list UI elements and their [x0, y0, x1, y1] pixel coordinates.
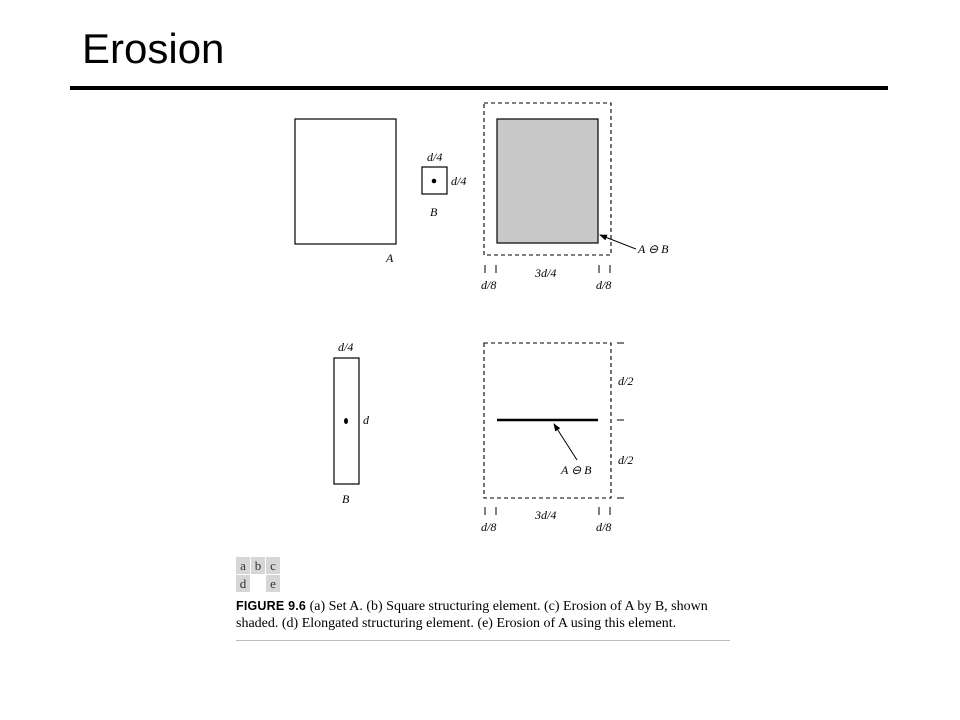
c-eroded-region: [497, 119, 598, 243]
e-left-margin-label: d/8: [481, 520, 497, 534]
panel-letter: b: [251, 557, 265, 574]
figure-caption-label: FIGURE 9.6: [236, 599, 307, 613]
b-origin-dot: [432, 179, 437, 184]
d-name-label: B: [342, 492, 350, 506]
d-origin-dot: [344, 418, 348, 424]
set-a-rect: [295, 119, 396, 244]
c-result-label: A ⊖ B: [638, 242, 669, 256]
e-mid-width-label: 3d/4: [535, 508, 557, 522]
e-lower-half-label: d/2: [618, 453, 634, 467]
panel-letter: d: [236, 575, 250, 592]
b-name-label: B: [430, 205, 438, 219]
e-result-label: A ⊖ B: [561, 463, 592, 477]
e-upper-half-label: d/2: [618, 374, 634, 388]
d-height-label: d: [363, 413, 369, 427]
figure-caption-text: (a) Set A. (b) Square structuring element. (c) Erosion of A by B, shown shaded. (d) Elongated structuring element. (e) Erosion of A using this element.: [236, 599, 708, 631]
c-left-margin-label: d/8: [481, 278, 497, 292]
e-right-margin-label: d/8: [596, 520, 612, 534]
c-result-arrow: [600, 235, 636, 249]
c-mid-width-label: 3d/4: [535, 266, 557, 280]
b-height-label: d/4: [451, 174, 467, 188]
caption-underline: [236, 640, 730, 641]
panel-letter: e: [266, 575, 280, 592]
panel-letter-empty: [251, 575, 265, 592]
d-width-label: d/4: [338, 340, 354, 354]
slide-title: Erosion: [82, 25, 225, 72]
b-width-label: d/4: [427, 150, 443, 164]
panel-letter-grid: [236, 557, 280, 592]
panel-letter: a: [236, 557, 250, 574]
set-a-label: A: [386, 251, 394, 265]
figure-caption: [236, 598, 736, 632]
c-right-margin-label: d/8: [596, 278, 612, 292]
panel-letter: c: [266, 557, 280, 574]
e-result-arrow: [554, 424, 577, 460]
